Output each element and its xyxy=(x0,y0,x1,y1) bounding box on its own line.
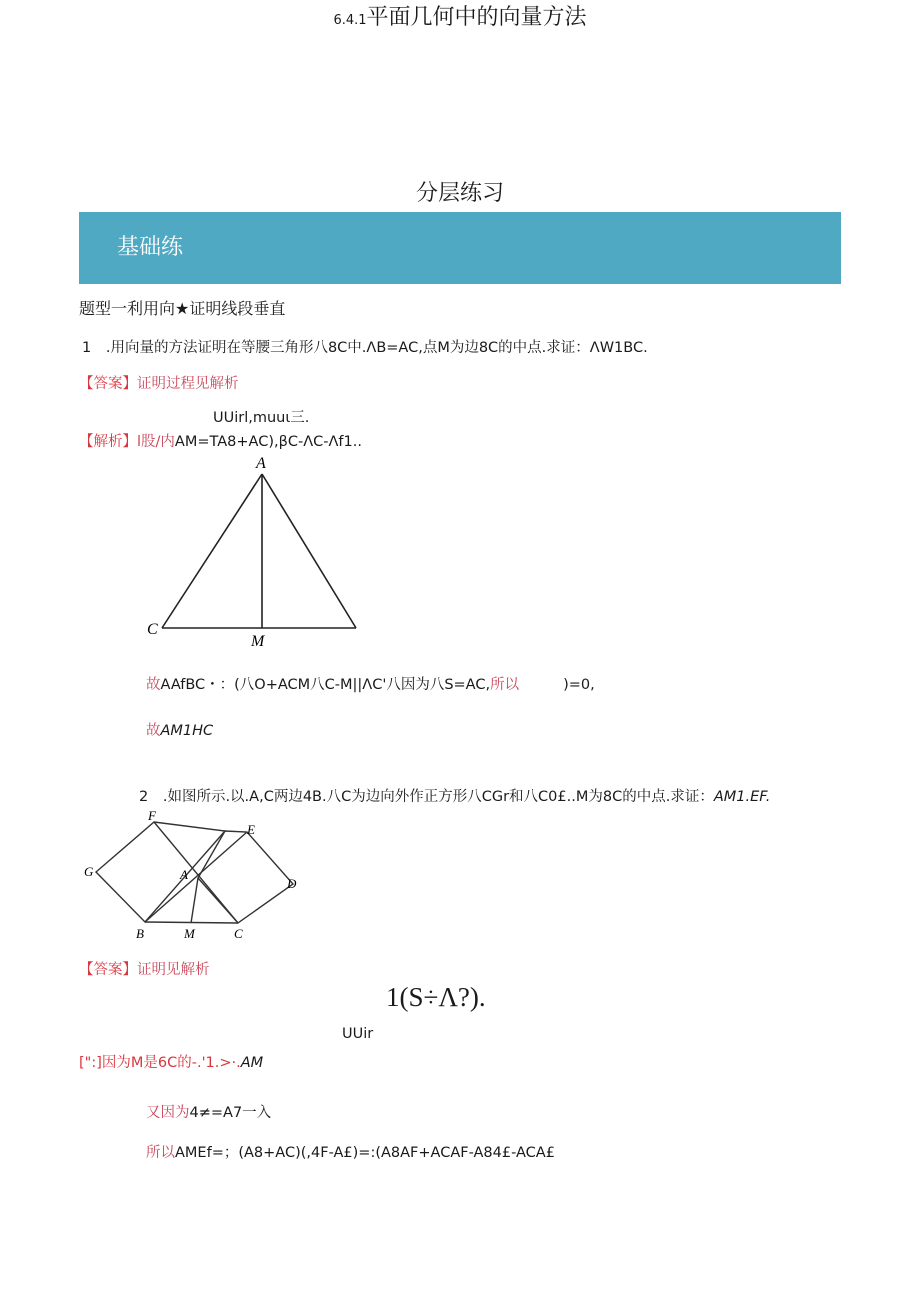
problem-2-line-c xyxy=(146,1141,555,1162)
line2-text: AAfBC・：(八O+ACM八C-M||ΛC'八因为八S=AC, xyxy=(160,677,491,693)
segment-am xyxy=(191,878,198,923)
analysis-tag: 【解析】 xyxy=(79,434,137,450)
line3-text: AM1HC xyxy=(160,723,214,739)
answer-text: 证明过程见解析 xyxy=(137,376,239,392)
label-b: B xyxy=(136,926,144,941)
line-c-text: AMEf=；(A8+AC)(,4F-A£)=:(A8AF+ACAF-A84£-ACA£ xyxy=(175,1145,555,1161)
problem-2 xyxy=(139,785,770,806)
line-c-prefix: 所以 xyxy=(146,1145,175,1161)
problem-2-number: 2 xyxy=(139,789,149,805)
page-title xyxy=(0,0,920,31)
analysis2-end: AM xyxy=(240,1055,264,1071)
segment-fc xyxy=(154,822,238,923)
squares-figure xyxy=(80,805,310,945)
answer-tag: 【答案】 xyxy=(79,376,137,392)
problem-2-answer xyxy=(79,958,210,979)
formula: 1(S÷Λ?). xyxy=(386,982,486,1012)
label-c: C xyxy=(147,621,158,638)
section-banner xyxy=(79,212,841,284)
side-ab xyxy=(262,474,356,628)
garble-line-2: UUir xyxy=(342,1026,374,1042)
title-text: 平面几何中的向量方法 xyxy=(366,5,587,30)
line3-prefix: 故 xyxy=(146,723,161,739)
problem-2-text: .如图所示.以.A,C两边4B.八C为边向外作正方形八CGr和八C0£..M为8C的中点.求证： xyxy=(162,789,714,805)
label-e: E xyxy=(247,822,255,837)
triangle-figure xyxy=(140,452,380,652)
analysis-mid: l股/内 xyxy=(137,434,175,450)
topic-heading: 题型一利用向★证明线段垂直 xyxy=(79,299,286,318)
problem-2-text-end: AM1.EF. xyxy=(713,789,771,805)
line-b-text: 4≠=A7一入 xyxy=(189,1105,272,1121)
square-abfg xyxy=(96,822,225,922)
garble-line: UUirl,muuι三. xyxy=(213,410,310,426)
problem-1-number: 1 xyxy=(82,340,92,356)
problem-2-line-b xyxy=(146,1101,271,1122)
problem-1-analysis xyxy=(79,430,362,451)
segment-be xyxy=(145,832,247,922)
problem-2-analysis xyxy=(79,1051,263,1072)
problem-1 xyxy=(82,336,648,357)
problem-1-line3 xyxy=(146,719,213,740)
problem-1-line2 xyxy=(146,673,595,694)
label-m2: M xyxy=(184,926,195,941)
banner-label: 基础练 xyxy=(117,235,184,260)
line-b-prefix: 又因为 xyxy=(146,1105,190,1121)
line2-prefix: 故 xyxy=(146,677,161,693)
label-a2: A xyxy=(180,867,188,882)
answer2-tag: 【答案】 xyxy=(79,962,137,978)
side-ac xyxy=(162,474,262,628)
section-number: 6.4.1 xyxy=(333,13,367,28)
problem-1-text: .用向量的方法证明在等腰三角形八8C中.ΛB=AC,点M为边8C的中点.求证：ΛW1BC. xyxy=(105,340,648,356)
analysis2-text: 因为M是6C的-.'1.>·. xyxy=(101,1055,241,1071)
label-f: F xyxy=(148,808,156,823)
problem-1-answer xyxy=(79,372,239,393)
label-a: A xyxy=(256,455,266,472)
label-d: D xyxy=(287,876,297,891)
line2-end: )=0, xyxy=(563,677,595,693)
analysis-text: AM=TA8+AC),βC-ΛC-Λf1.. xyxy=(174,434,362,450)
label-c2: C xyxy=(234,926,243,941)
answer2-text: 证明见解析 xyxy=(137,962,210,978)
label-m: M xyxy=(251,633,265,650)
line2-so: 所以 xyxy=(490,677,520,693)
label-g: G xyxy=(84,864,94,879)
page-subtitle: 分层练习 xyxy=(415,181,504,206)
analysis2-tag: [":] xyxy=(79,1055,102,1071)
